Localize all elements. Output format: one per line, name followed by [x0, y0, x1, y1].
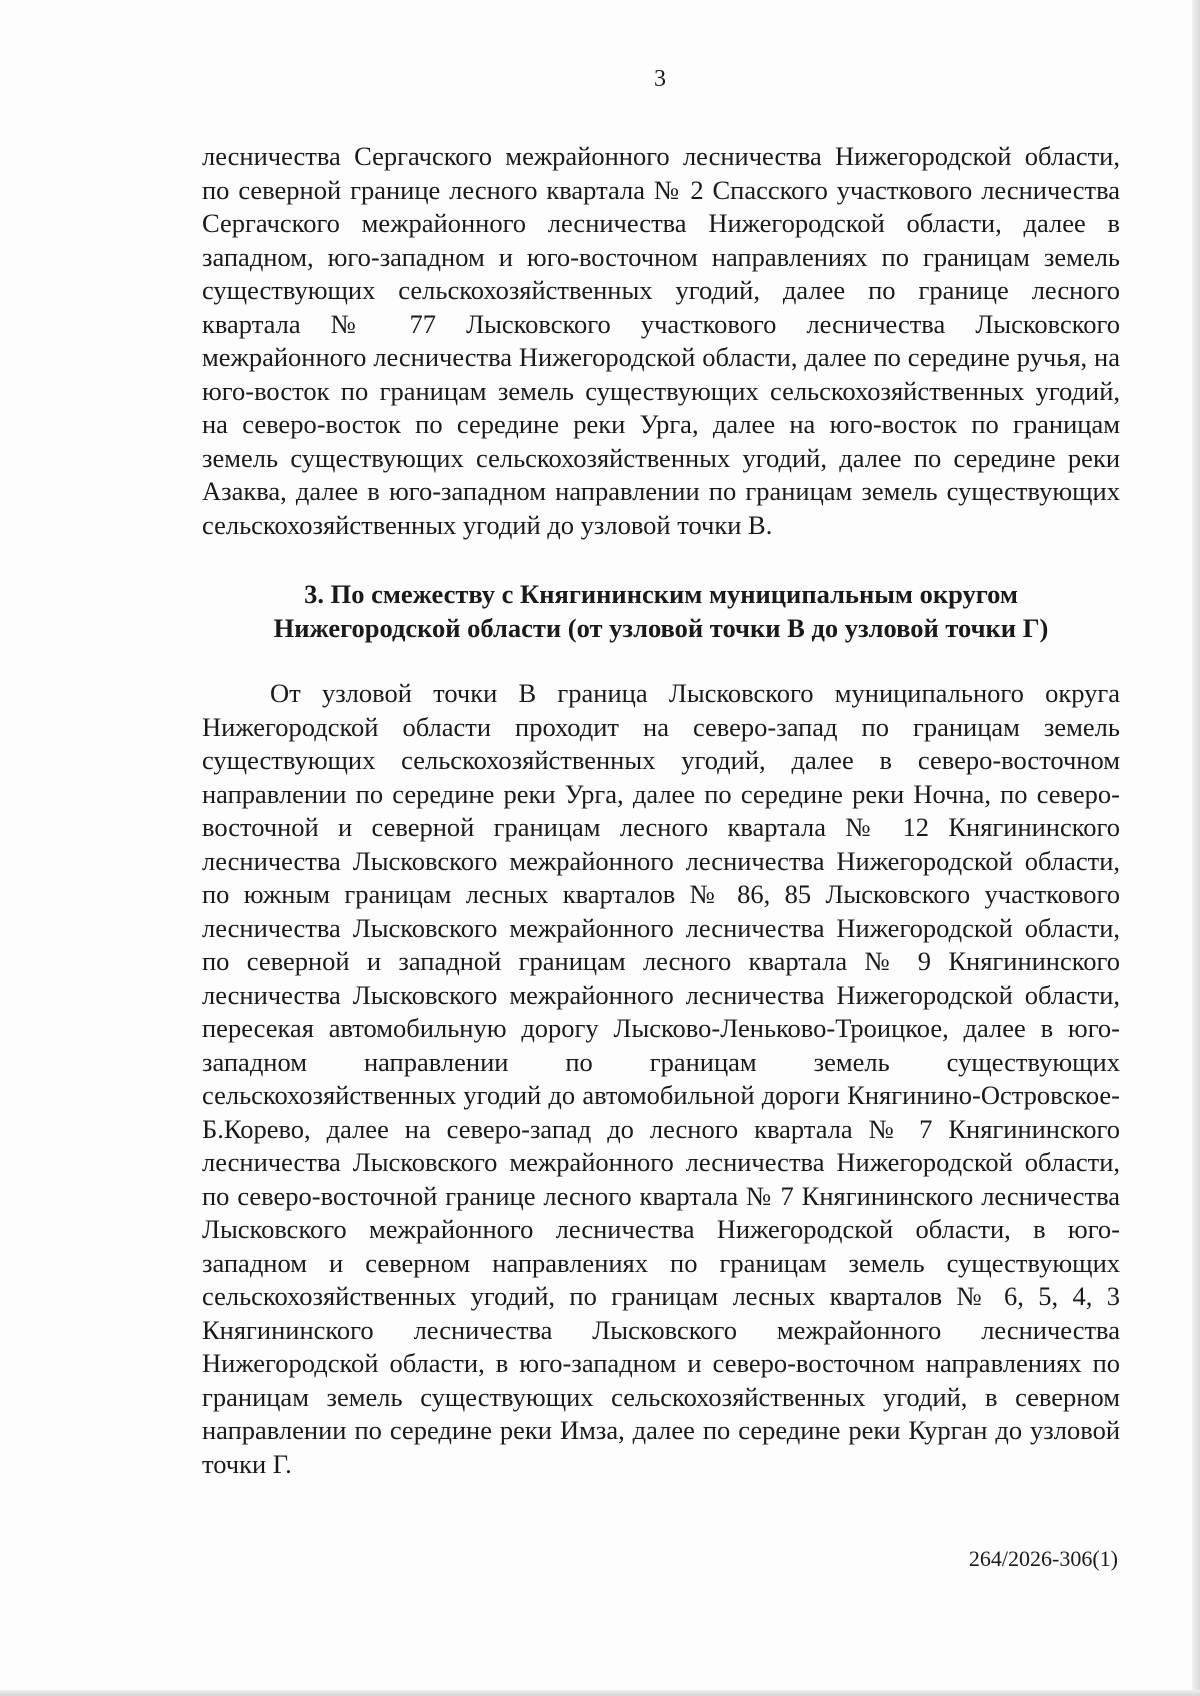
section-heading [202, 578, 1120, 645]
section-heading-line-1: 3. По смежеству с Княгининским муниципальным округом [304, 579, 1018, 609]
paragraph-previous-section: лесничества Сергачского межрайонного лесничества Нижегородской области, по северной границе лесного квартала № 2 Спасского участкового лесничества Сергачского межрайонного лесничества Нижегородской области, далее в западном, юго-западном и юго-восточном направлениях по границам земель существующих сельскохозяйственных угодий, далее по границе лесного квартала № 77 Лысковского участкового лесничества Лысковского межрайонного лесничества Нижегородской области, далее по середине ручья, на юго-восток по границам земель существующих сельскохозяйственных угодий, на северо-восток по середине реки Урга, далее на юго-восток по границам земель существующих сельскохозяйственных угодий, далее по середине реки Азаква, далее в юго-западном направлении по границам земель существующих сельскохозяйственных угодий до узловой точки В. [202, 141, 1120, 540]
scan-edge-right [1192, 0, 1200, 1696]
scan-edge-bottom [0, 1690, 1200, 1696]
document-body [202, 140, 1120, 1481]
paragraph-section-3: От узловой точки В граница Лысковского муниципального округа Нижегородской области проходит на северо-запад по границам земель существующих сельскохозяйственных угодий, далее в северо-восточном направлении по середине реки Урга, далее по середине реки Ночна, по северо-восточной и северной границам лесного квартала № 12 Княгининского лесничества Лысковского межрайонного лесничества Нижегородской области, по южным границам лесных кварталов № 86, 85 Лысковского участкового лесничества Лысковского межрайонного лесничества Нижегородской области, по северной и западной границам лесного квартала № 9 Княгининского лесничества Лысковского межрайонного лесничества Нижегородской области, пересекая автомобильную дорогу Лысково-Леньково-Троицкое, далее в юго-западном направлении по границам земель существующих сельскохозяйственных угодий до автомобильной дороги Княгинино-Островское-Б.Корево, далее на северо-запад до лесного квартала № 7 Княгининского лесничества Лысковского межрайонного лесничества Нижегородской области, по северо-восточной границе лесного квартала № 7 Княгининского лесничества Лысковского межрайонного лесничества Нижегородской области, в юго-западном и северном направлениях по границам земель существующих сельскохозяйственных угодий, по границам лесных кварталов № 6, 5, 4, 3 Княгининского лесничества Лысковского межрайонного лесничества Нижегородской области, в юго-западном и северо-восточном направлениях по границам земель существующих сельскохозяйственных угодий, в северном направлении по середине реки Имза, далее по середине реки Курган до узловой точки Г. [202, 678, 1120, 1479]
document-code: 264/2026-306(1) [968, 1546, 1118, 1571]
page-number: 3 [654, 66, 666, 92]
section-heading-line-2: Нижегородской области (от узловой точки В до узловой точки Г) [273, 612, 1049, 643]
